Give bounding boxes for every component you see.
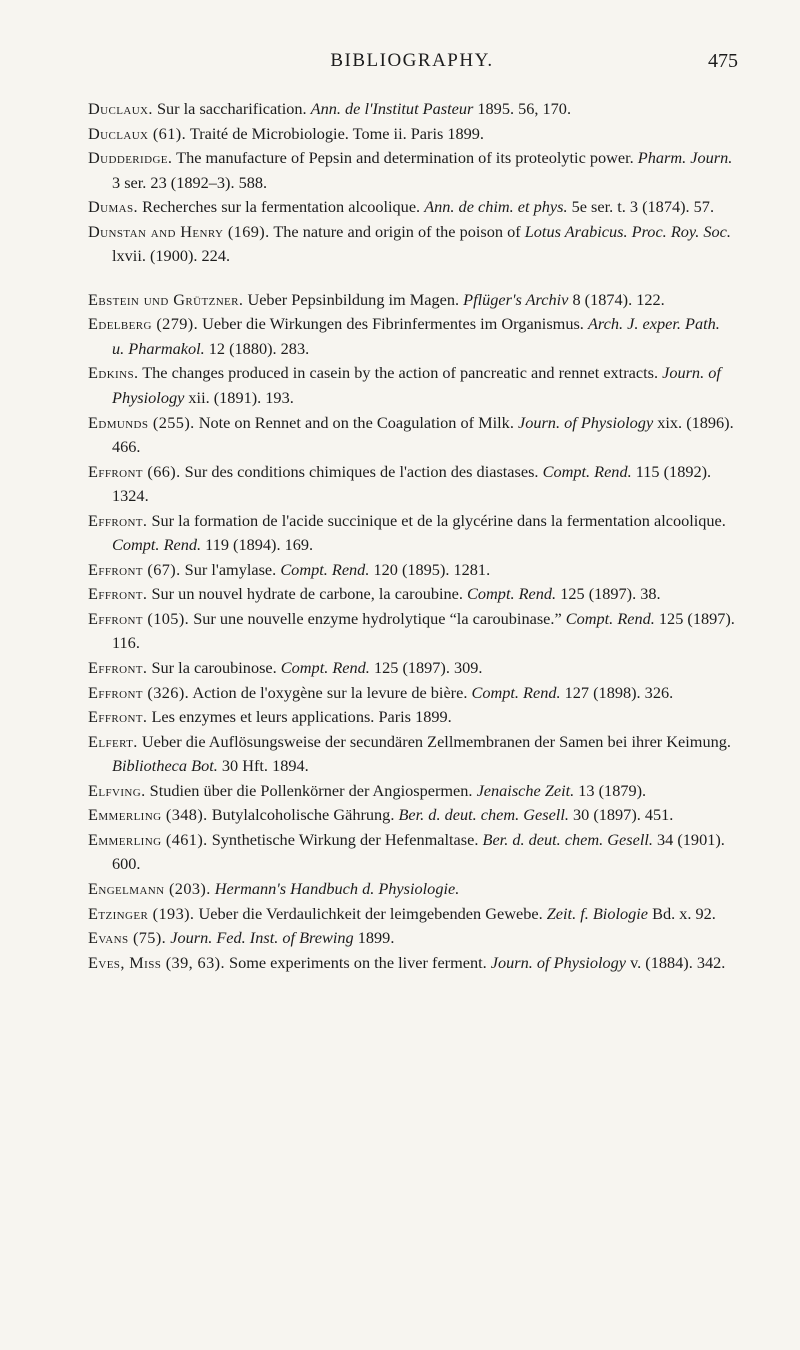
entry-author: Duclaux. [88, 99, 153, 118]
bibliography-entry [88, 195, 736, 220]
entry-source: Jenaische Zeit. [476, 780, 575, 800]
entry-title: Sur un nouvel hydrate de carbone, la caroubine. [151, 584, 468, 604]
bibliography-entry [88, 730, 736, 779]
entry-source: Ber. d. deut. chem. Gesell. [482, 829, 653, 849]
bibliography-entry [88, 97, 736, 122]
entry-author: Emmerling (461). [88, 829, 208, 849]
entry-source: Compt. Rend. [280, 658, 370, 678]
entry-title: Ueber die Verdaulichkeit der leimgebenden Gewebe. [198, 903, 547, 923]
entry-citation: lxvii. (1900). 224. [112, 246, 231, 266]
entry-source: Pharm. Journ. [637, 148, 733, 168]
entry-title: Action de l'oxygène sur la levure de bière. [192, 682, 472, 702]
entry-source: Hermann's Handbuch d. Physiologie. [214, 878, 460, 898]
bibliography-entry [88, 509, 736, 558]
entry-author: Ebstein und Grützner. [88, 289, 244, 309]
entry-citation: 34 (1901). 600. [112, 829, 725, 874]
bibliography-entry [88, 460, 736, 509]
entry-author: Dudderidge. [88, 148, 173, 168]
entry-author: Emmerling (348). [88, 805, 208, 825]
entry-citation: 127 (1898). 326. [560, 682, 674, 702]
bibliography-entry [88, 122, 736, 147]
entry-author: Edelberg (279). [88, 314, 199, 334]
entry-citation: 120 (1895). 1281. [369, 559, 491, 579]
entry-source: Arch. J. exper. Path. u. Pharmakol. [112, 314, 720, 358]
entry-title: Traité de Microbiologie. Tome ii. Paris 1899. [189, 123, 485, 143]
entry-title: Note on Rennet and on the Coagulation of Milk. [198, 412, 518, 432]
entry-title: Synthetische Wirkung der Hefenmaltase. [211, 829, 483, 849]
entry-source: Journ. of Physiology [517, 412, 654, 432]
entry-source: Ber. d. deut. chem. Gesell. [398, 805, 569, 825]
entry-title: Sur des conditions chimiques de l'action des diastases. [184, 461, 543, 481]
page-number: 475 [708, 50, 738, 72]
entry-source: Journ. of Physiology [112, 363, 721, 408]
entry-source: Journ. of Physiology [490, 952, 626, 972]
entry-citation: 30 (1897). 451. [568, 805, 674, 825]
entry-title: Ueber die Auflösungsweise der secundären Zellmembranen der Samen bei ihrer Keimung. [141, 731, 731, 751]
entry-source: Compt. Rend. [112, 535, 202, 555]
entry-group [88, 97, 736, 269]
entry-author: Edkins. [88, 363, 139, 383]
entry-source: Bibliotheca Bot. [112, 756, 218, 776]
entry-title: The nature and origin of the poison of [273, 221, 525, 241]
entry-citation: xii. (1891). 193. [184, 388, 294, 408]
bibliography-entry [88, 146, 736, 195]
entry-source: Lotus Arabicus. Proc. Roy. Soc. [524, 221, 731, 241]
running-title: BIBLIOGRAPHY. [330, 50, 494, 71]
entry-author: Effront. [88, 584, 148, 604]
entry-title: Sur une nouvelle enzyme hydrolytique “la caroubinase.” [193, 608, 566, 628]
entry-title: Recherches sur la fermentation alcoolique. [142, 197, 425, 217]
bibliography-entry [88, 926, 736, 951]
entry-author: Effront (67). [88, 559, 181, 579]
entry-citation: 125 (1897). 116. [112, 608, 735, 653]
entry-title: Butylalcoholische Gährung. [211, 805, 399, 825]
entry-title: Ueber die Wirkungen des Fibrinfermentes im Organismus. [202, 314, 588, 334]
entry-citation: 3 ser. 23 (1892–3). 588. [112, 172, 268, 192]
entry-title: Sur la caroubinose. [151, 658, 281, 678]
bibliography-entry [88, 411, 736, 460]
entry-title: The changes produced in casein by the action of pancreatic and rennet extracts. [142, 363, 663, 383]
entry-title: Sur la saccharification. [156, 99, 311, 118]
entry-group [88, 288, 736, 975]
entry-title: Sur l'amylase. [184, 559, 281, 579]
bibliography-entry [88, 902, 736, 927]
bibliography-entry [88, 951, 736, 976]
entry-citation: 125 (1897). 38. [556, 584, 661, 604]
entry-author: Effront (66). [88, 461, 181, 481]
entry-citation: 8 (1874). 122. [568, 289, 665, 309]
entry-title: Some experiments on the liver ferment. [229, 952, 491, 972]
entry-citation: xix. (1896). 466. [112, 412, 734, 457]
entry-source: Journ. Fed. Inst. of Brewing [170, 928, 354, 948]
entry-source: Compt. Rend. [280, 559, 370, 579]
entry-citation: 30 Hft. 1894. [217, 756, 309, 776]
entry-author: Dunstan and Henry (169). [88, 221, 270, 241]
entry-author: Engelmann (203). [88, 878, 211, 898]
bibliography-entry [88, 361, 736, 410]
entry-author: Elfert. [88, 731, 138, 751]
entry-citation: 119 (1894). 169. [201, 535, 314, 555]
entry-source: Compt. Rend. [542, 461, 632, 481]
bibliography-entry [88, 288, 736, 313]
bibliography-entry [88, 803, 736, 828]
bibliography-entry [88, 656, 736, 681]
entry-author: Etzinger (193). [88, 903, 195, 923]
entry-title: Les enzymes et leurs applications. Paris 1899. [151, 707, 452, 727]
bibliography-entry [88, 558, 736, 583]
entry-title: Studien über die Pollenkörner der Angiospermen. [149, 780, 477, 800]
bibliography-entry [88, 582, 736, 607]
entry-author: Eves, Miss (39, 63). [88, 952, 225, 972]
running-head [88, 50, 736, 84]
entry-citation: 125 (1897). 309. [369, 658, 483, 678]
entry-author: Edmunds (255). [88, 412, 195, 432]
entry-source: Ann. de l'Institut Pasteur [310, 99, 474, 118]
entry-citation: 115 (1892). 1324. [112, 461, 712, 506]
entry-author: Effront. [88, 707, 148, 727]
entry-author: Duclaux (61). [88, 123, 187, 143]
entry-source: Compt. Rend. [471, 682, 561, 702]
entry-author: Effront (326). [88, 682, 190, 702]
bibliography-entry [88, 779, 736, 804]
entry-source: Pflüger's Archiv [463, 289, 569, 309]
entry-author: Effront. [88, 658, 148, 678]
bibliography-entry [88, 877, 736, 902]
entry-author: Elfving. [88, 780, 146, 800]
entry-source: Zeit. f. Biologie [546, 903, 649, 923]
entry-citation: Bd. x. 92. [648, 903, 716, 923]
entry-author: Effront (105). [88, 608, 190, 628]
bibliography-entry [88, 607, 736, 656]
entry-citation: 1899. [353, 928, 395, 948]
entry-source: Ann. de chim. et phys. [424, 197, 568, 217]
entry-title: Ueber Pepsinbildung im Magen. [247, 289, 464, 309]
bibliography-entry [88, 828, 736, 877]
bibliography-list [88, 97, 736, 994]
bibliography-entry [88, 705, 736, 730]
entry-citation: 5e ser. t. 3 (1874). 57. [567, 197, 715, 217]
entry-citation: 12 (1880). 283. [204, 338, 310, 358]
entry-author: Dumas. [88, 197, 139, 217]
entry-citation: 13 (1879). [574, 780, 647, 800]
entry-source: Compt. Rend. [565, 608, 655, 628]
entry-author: Effront. [88, 510, 148, 530]
entry-title: Sur la formation de l'acide succinique et de la glycérine dans la fermentation alcoolique. [151, 510, 726, 530]
bibliography-entry [88, 312, 736, 361]
bibliography-entry [88, 681, 736, 706]
bibliography-entry [88, 220, 736, 269]
entry-title: The manufacture of Pepsin and determination of its proteolytic power. [176, 148, 638, 168]
entry-citation: 1895. 56, 170. [473, 99, 572, 118]
entry-citation: v. (1884). 342. [626, 952, 726, 972]
entry-source: Compt. Rend. [467, 584, 557, 604]
entry-author: Evans (75). [88, 928, 167, 948]
